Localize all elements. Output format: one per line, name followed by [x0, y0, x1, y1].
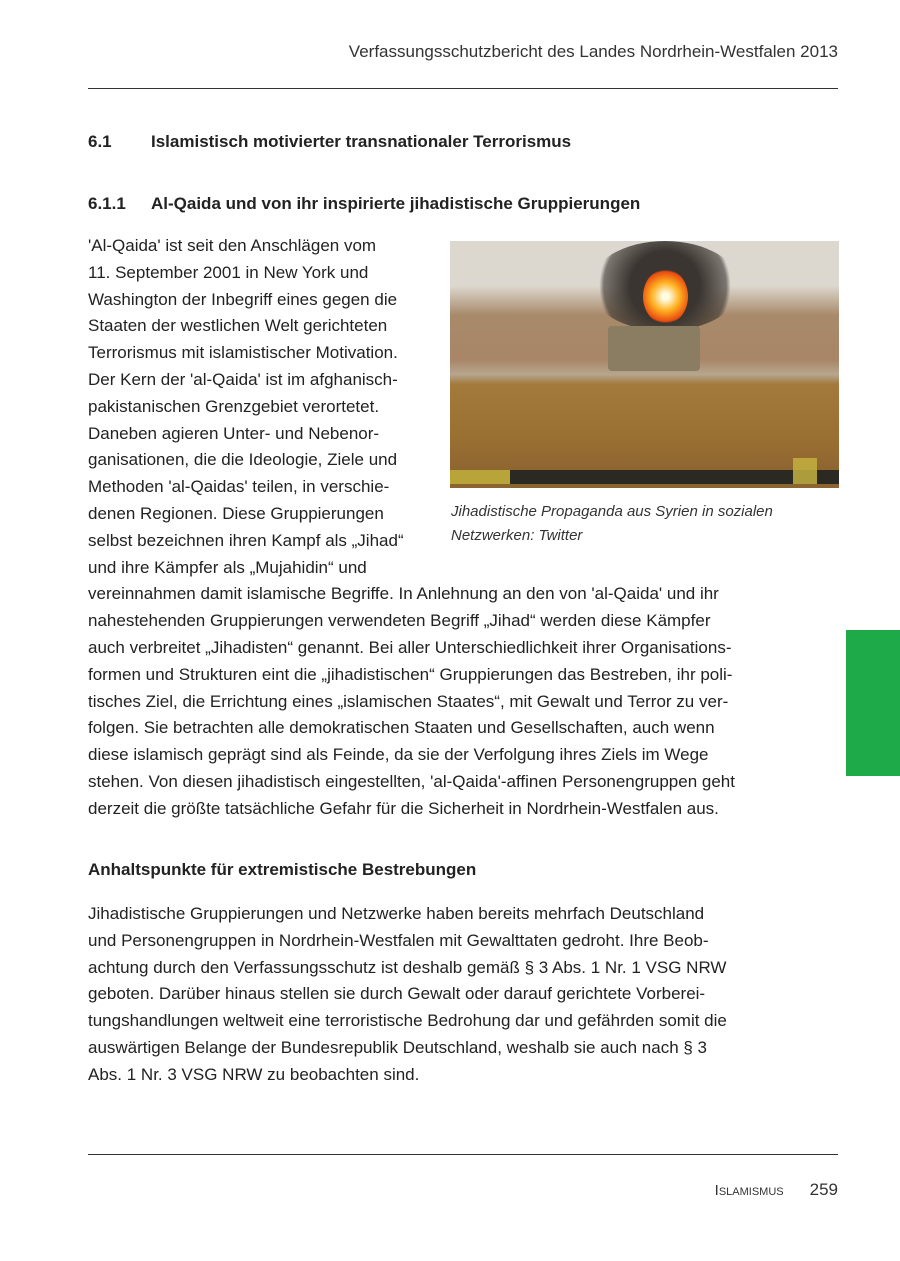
- footer-rule: [88, 1154, 838, 1155]
- figure-caption: Netzwerken: Twitter: [451, 527, 583, 544]
- text-line: denen Regionen. Diese Gruppierungen: [88, 504, 384, 523]
- text-line: auch verbreitet „Jihadisten“ genannt. Bei aller Unterschiedlichkeit ihrer Organisations-: [88, 638, 732, 657]
- text-line: und Personengruppen in Nordrhein-Westfalen mit Gewalttaten gedroht. Ihre Beob-: [88, 930, 709, 950]
- section-title: Islamistisch motivierter transnationaler Terrorismus: [151, 132, 572, 151]
- text-line: pakistanischen Grenzgebiet verortetet.: [88, 396, 380, 416]
- running-header: Verfassungsschutzbericht des Landes Nordrhein-Westfalen 2013: [348, 42, 838, 61]
- section-number: 6.1: [88, 132, 112, 151]
- text-line: derzeit die größte tatsächliche Gefahr für die Sicherheit in Nordrhein-Westfalen aus.: [88, 798, 719, 818]
- text-line: Der Kern der 'al-Qaida' ist im afghanisch-: [88, 370, 398, 389]
- text-line: ganisationen, die die Ideologie, Ziele und: [88, 450, 398, 470]
- chapter-tab: [846, 630, 900, 776]
- text-line: formen und Strukturen eint die „jihadistischen“ Gruppierungen das Bestreben, ihr poli-: [88, 664, 733, 684]
- text-line: folgen. Sie betrachten alle demokratischen Staaten und Gesellschaften, auch wenn: [88, 718, 715, 738]
- text-line: 'Al-Qaida' ist seit den Anschlägen vom: [88, 236, 377, 255]
- text-line: nahestehenden Gruppierungen verwendeten Begriff „Jihad“ werden diese Kämpfer: [88, 611, 711, 631]
- text-line: und ihre Kämpfer als „Mujahidin“ und: [88, 557, 367, 577]
- subsection-number: 6.1.1: [88, 194, 126, 213]
- text-line: 11. September 2001 in New York und: [88, 262, 369, 282]
- propaganda-photo: [450, 241, 839, 488]
- text-line: Methoden 'al-Qaidas' teilen, in verschie-: [88, 477, 390, 497]
- text-line: selbst bezeichnen ihren Kampf als „Jihad“: [88, 530, 404, 550]
- figure-caption: Jihadistische Propaganda aus Syrien in sozialen: [451, 503, 773, 520]
- text-line: Washington der Inbegriff eines gegen die: [88, 289, 398, 309]
- text-line: Abs. 1 Nr. 3 VSG NRW zu beobachten sind.: [88, 1064, 420, 1084]
- text-line: Daneben agieren Unter- und Nebenor-: [88, 423, 380, 443]
- subheading: Anhaltspunkte für extremistische Bestrebungen: [88, 860, 477, 879]
- section-heading: [88, 132, 571, 152]
- text-line: tungshandlungen weltweit eine terroristische Bedrohung dar und gefährden somit die: [88, 1011, 727, 1031]
- subsection-heading: [88, 194, 640, 214]
- text-line: achtung durch den Verfassungsschutz ist deshalb gemäß § 3 Abs. 1 Nr. 1 VSG NRW: [88, 957, 727, 977]
- text-line: auswärtigen Belange der Bundesrepublik Deutschland, weshalb sie auch nach § 3: [88, 1038, 708, 1057]
- text-line: vereinnahmen damit islamische Begriffe. In Anlehnung an den von 'al-Qaida' und ihr: [88, 584, 719, 604]
- text-line: Jihadistische Gruppierungen und Netzwerke haben bereits mehrfach Deutschland: [88, 904, 705, 923]
- footer: [715, 1180, 838, 1200]
- logo-icon: [793, 458, 817, 484]
- subsection-title: Al-Qaida und von ihr inspirierte jihadistische Gruppierungen: [151, 194, 641, 213]
- header-rule: [88, 88, 838, 89]
- text-line: stehen. Von diesen jihadistisch eingestellten, 'al-Qaida'-affinen Personengruppen geht: [88, 772, 735, 791]
- chapter-name: Islamismus: [714, 1182, 784, 1199]
- text-line: tisches Ziel, die Errichtung eines „islamischen Staates“, mit Gewalt und Terror zu ver-: [88, 691, 729, 711]
- text-line: geboten. Darüber hinaus stellen sie durch Gewalt oder darauf gerichtete Vorberei-: [88, 984, 706, 1004]
- text-line: Terrorismus mit islamistischer Motivation.: [88, 343, 398, 363]
- text-line: diese islamisch geprägt sind als Feinde, da sie der Verfolgung ihres Ziels im Wege: [88, 745, 709, 765]
- text-line: Staaten der westlichen Welt gerichteten: [88, 316, 388, 336]
- page-number: 259: [809, 1180, 838, 1199]
